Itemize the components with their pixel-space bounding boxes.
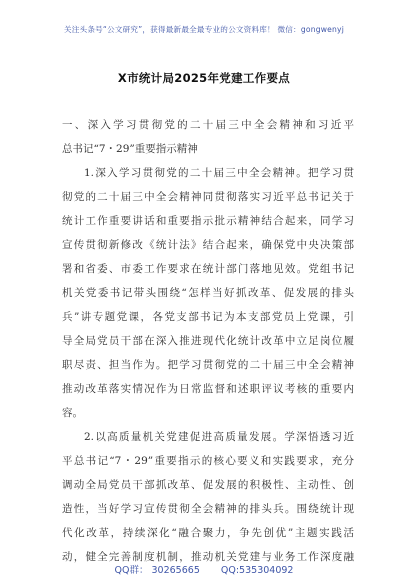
paragraph-line: 容。 [62, 407, 83, 419]
paragraph-line: 动，健全完善制度机制，推动机关党建与业务工作深度融 [62, 551, 354, 563]
document-title: X市统计局2025年党建工作要点 [117, 71, 291, 85]
paragraph-line: 1.深入学习贯彻党的二十届三中全会精神。把学习贯 [84, 167, 354, 179]
paragraph-line: 统计工作重要讲话和重要指示批示精神结合起来，同学习 [62, 215, 354, 227]
paragraph-line: 导全局党员干部在深入推进现代化统计改革中立足岗位履 [62, 335, 354, 347]
section-heading: 一、深入学习贯彻党的二十届三中全会精神和习近平 [62, 119, 354, 131]
paragraph-line: 宣传贯彻新修改《统计法》结合起来，确保党中央决策部 [62, 239, 354, 251]
qq-group-text: QQ群： 30265665 [114, 565, 200, 576]
paragraph-line: 职尽责、担当作为。把学习贯彻党的二十届三中全会精神 [62, 359, 354, 371]
paragraph-line: 造性，当好学习宣传贯彻全会精神的排头兵。围绕统计现 [62, 503, 354, 515]
contact-footer [0, 562, 408, 576]
paragraph-line: 2.以高质量机关党建促进高质量发展。学深悟透习近 [84, 431, 354, 443]
paragraph-line: 平总书记“7・29”重要指示的核心要义和实践要求，充分 [62, 455, 354, 467]
section-heading-cont: 总书记“7・29”重要指示精神 [62, 143, 198, 155]
paragraph-line: 兵”讲专题党课，各党支部书记为本支部党员上党课，引 [62, 311, 354, 323]
promo-banner: 关注头条号“公文研究”，获得最新最全最专业的公文资料库！ 微信：gongwenyj [63, 25, 345, 34]
paragraph-line: 彻党的二十届三中全会精神同贯彻落实习近平总书记关于 [62, 191, 354, 203]
paragraph-line: 代化改革，持续深化“融合聚力，争先创优”主题实践活 [62, 527, 354, 539]
paragraph-line: 机关党委书记带头围绕“怎样当好抓改革、促发展的排头 [62, 287, 354, 299]
paragraph-line: 署和省委、市委工作要求在统计部门落地见效。党组书记 [62, 263, 354, 275]
paragraph-line: 推动改革落实情况作为日常监督和述职评议考核的重要内 [62, 383, 354, 395]
paragraph-line: 调动全局党员干部抓改革、促发展的积极性、主动性、创 [62, 479, 354, 491]
qq-number-text: QQ:535304092 [220, 565, 294, 576]
